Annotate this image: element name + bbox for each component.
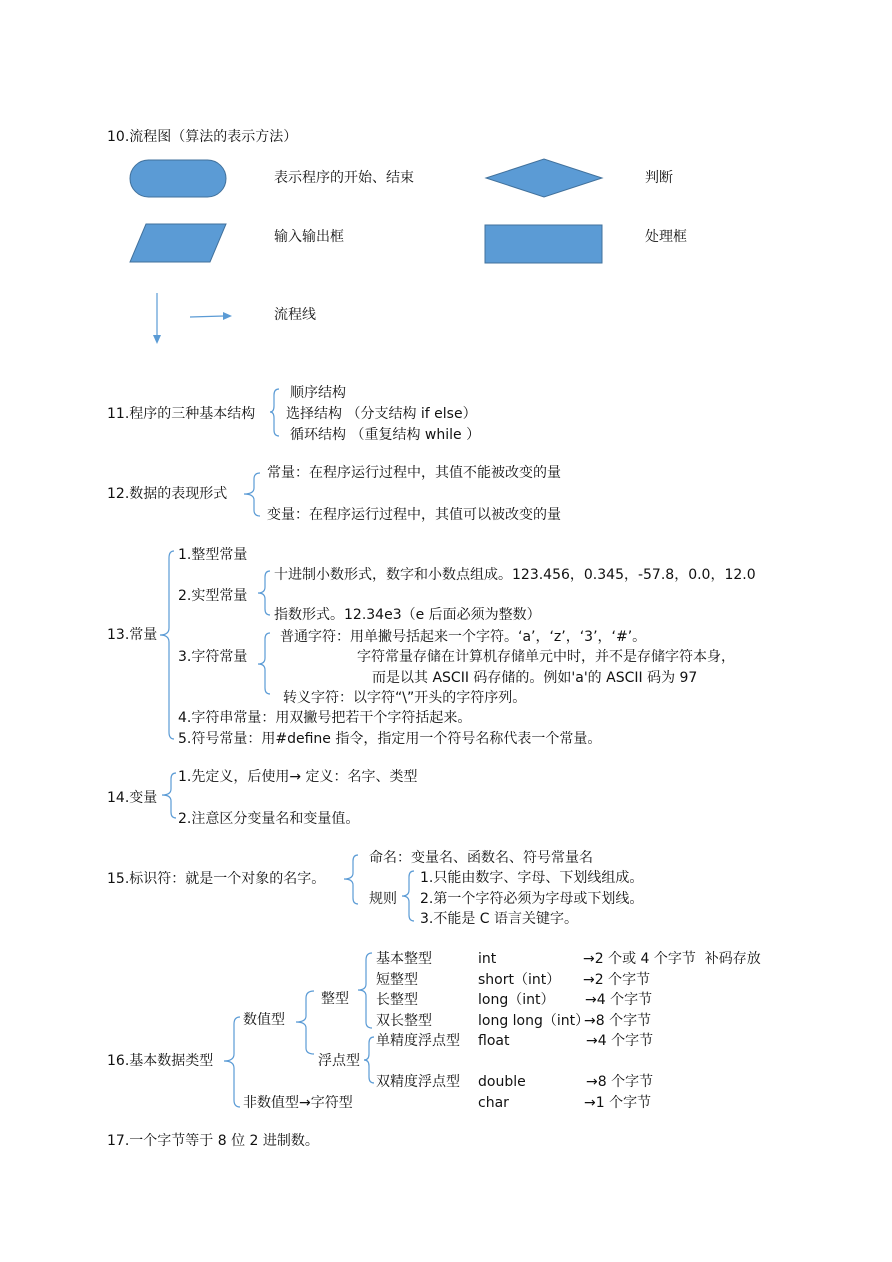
type-size-char: →1 个字节 (584, 1095, 652, 1111)
variable-definition: 变量：在程序运行过程中，其值可以被改变的量 (267, 507, 561, 523)
identifier-naming: 命名：变量名、函数名、符号常量名 (369, 850, 593, 866)
process-symbol (485, 225, 602, 263)
identifier-rules-label: 规则 (369, 891, 397, 907)
flowchart-symbols (0, 0, 892, 360)
numeric-brace (290, 990, 316, 1056)
real-exponent-form: 指数形式。12.34e3（e 后面必须为整数） (274, 607, 541, 623)
process-label: 处理框 (645, 229, 687, 245)
section-10-title: 10.流程图（算法的表示方法） (107, 129, 298, 145)
section-15-title: 15.标识符：就是一个对象的名字。 (107, 871, 326, 887)
identifier-rule-1: 1.只能由数字、字母、下划线组成。 (420, 870, 644, 886)
section-11-title: 11.程序的三种基本结构 (107, 406, 256, 422)
float-brace (364, 1036, 376, 1084)
structure-loop: 循环结构 （重复结构 while ） (290, 427, 481, 443)
char-escape: 转义字符：以字符“\”开头的字符序列。 (283, 690, 527, 706)
type-keyword-int: int (478, 951, 497, 967)
type-keyword-longlong: long long（int） (478, 1013, 590, 1029)
section-13-title: 13.常量 (107, 627, 158, 643)
char-normal: 普通字符：用单撇号括起来一个字符。‘a’，‘z’，‘3’，‘#’。 (280, 629, 647, 645)
char-storage-note-2: 而是以其 ASCII 码存储的。例如'a'的 ASCII 码为 97 (372, 670, 698, 686)
constant-integer: 1.整型常量 (178, 547, 248, 563)
terminal-label: 表示程序的开始、结束 (274, 170, 414, 186)
section-15-brace (344, 854, 360, 906)
flowline-label: 流程线 (274, 307, 316, 323)
type-keyword-long: long（int） (478, 992, 555, 1008)
variable-rule-2: 2.注意区分变量名和变量值。 (178, 811, 360, 827)
type-name-float: 单精度浮点型 (376, 1033, 460, 1049)
structure-sequence: 顺序结构 (290, 385, 346, 401)
data-types-brace (222, 1016, 242, 1108)
flowline-arrows (153, 293, 232, 344)
constant-real: 2.实型常量 (178, 588, 248, 604)
section-16-title: 16.基本数据类型 (107, 1053, 214, 1069)
section-11-brace (270, 388, 284, 438)
io-label: 输入输出框 (274, 229, 344, 245)
constant-definition: 常量：在程序运行过程中，其值不能被改变的量 (267, 465, 561, 481)
type-size-float: →4 个字节 (586, 1033, 654, 1049)
variable-rule-1: 1.先定义，后使用→ 定义：名字、类型 (178, 769, 418, 785)
rules-brace (402, 870, 416, 922)
constant-string: 4.字符串常量：用双撇号把若干个字符括起来。 (178, 710, 472, 726)
real-decimal-form: 十进制小数形式，数字和小数点组成。123.456，0.345，-57.8，0.0，12.0 (274, 567, 756, 583)
terminal-symbol (130, 160, 226, 197)
constant-symbolic: 5.符号常量：用#define 指令，指定用一个符号名称代表一个常量。 (178, 731, 602, 747)
type-name-short: 短整型 (376, 972, 418, 988)
type-keyword-float: float (478, 1033, 510, 1049)
real-constant-brace (258, 570, 272, 616)
float-type: 浮点型 (318, 1053, 360, 1069)
section-13-brace (160, 550, 176, 740)
section-12-title: 12.数据的表现形式 (107, 486, 228, 502)
type-keyword-char: char (478, 1095, 509, 1111)
identifier-rule-2: 2.第一个字符必须为字母或下划线。 (420, 891, 644, 907)
type-name-longlong: 双长整型 (376, 1013, 432, 1029)
char-constant-brace (258, 632, 272, 696)
section-17-text: 17.一个字节等于 8 位 2 进制数。 (107, 1133, 319, 1149)
type-keyword-short: short（int） (478, 972, 561, 988)
section-14-title: 14.变量 (107, 790, 158, 806)
type-keyword-double: double (478, 1074, 526, 1090)
nonnumeric-type: 非数值型→字符型 (243, 1095, 353, 1111)
type-size-short: →2 个字节 (583, 972, 651, 988)
type-size-double: →8 个字节 (586, 1074, 654, 1090)
integer-type: 整型 (321, 991, 349, 1007)
constant-char: 3.字符常量 (178, 649, 248, 665)
type-name-long: 长整型 (376, 992, 418, 1008)
section-14-brace (162, 772, 178, 820)
decision-label: 判断 (645, 170, 673, 186)
type-name-double: 双精度浮点型 (376, 1074, 460, 1090)
type-size-int: →2 个或 4 个字节 补码存放 (583, 951, 761, 967)
integer-brace (356, 952, 374, 1030)
decision-symbol (486, 159, 602, 197)
type-size-longlong: →8 个字节 (584, 1013, 652, 1029)
identifier-rule-3: 3.不能是 C 语言关键字。 (420, 911, 579, 927)
io-symbol (130, 224, 226, 262)
structure-selection: 选择结构 （分支结构 if else） (286, 406, 477, 422)
section-12-brace (240, 472, 260, 518)
char-storage-note-1: 字符常量存储在计算机存储单元中时，并不是存储字符本身， (357, 649, 735, 665)
type-name-basic-int: 基本整型 (376, 951, 432, 967)
numeric-type: 数值型 (243, 1012, 285, 1028)
type-size-long: →4 个字节 (585, 992, 653, 1008)
